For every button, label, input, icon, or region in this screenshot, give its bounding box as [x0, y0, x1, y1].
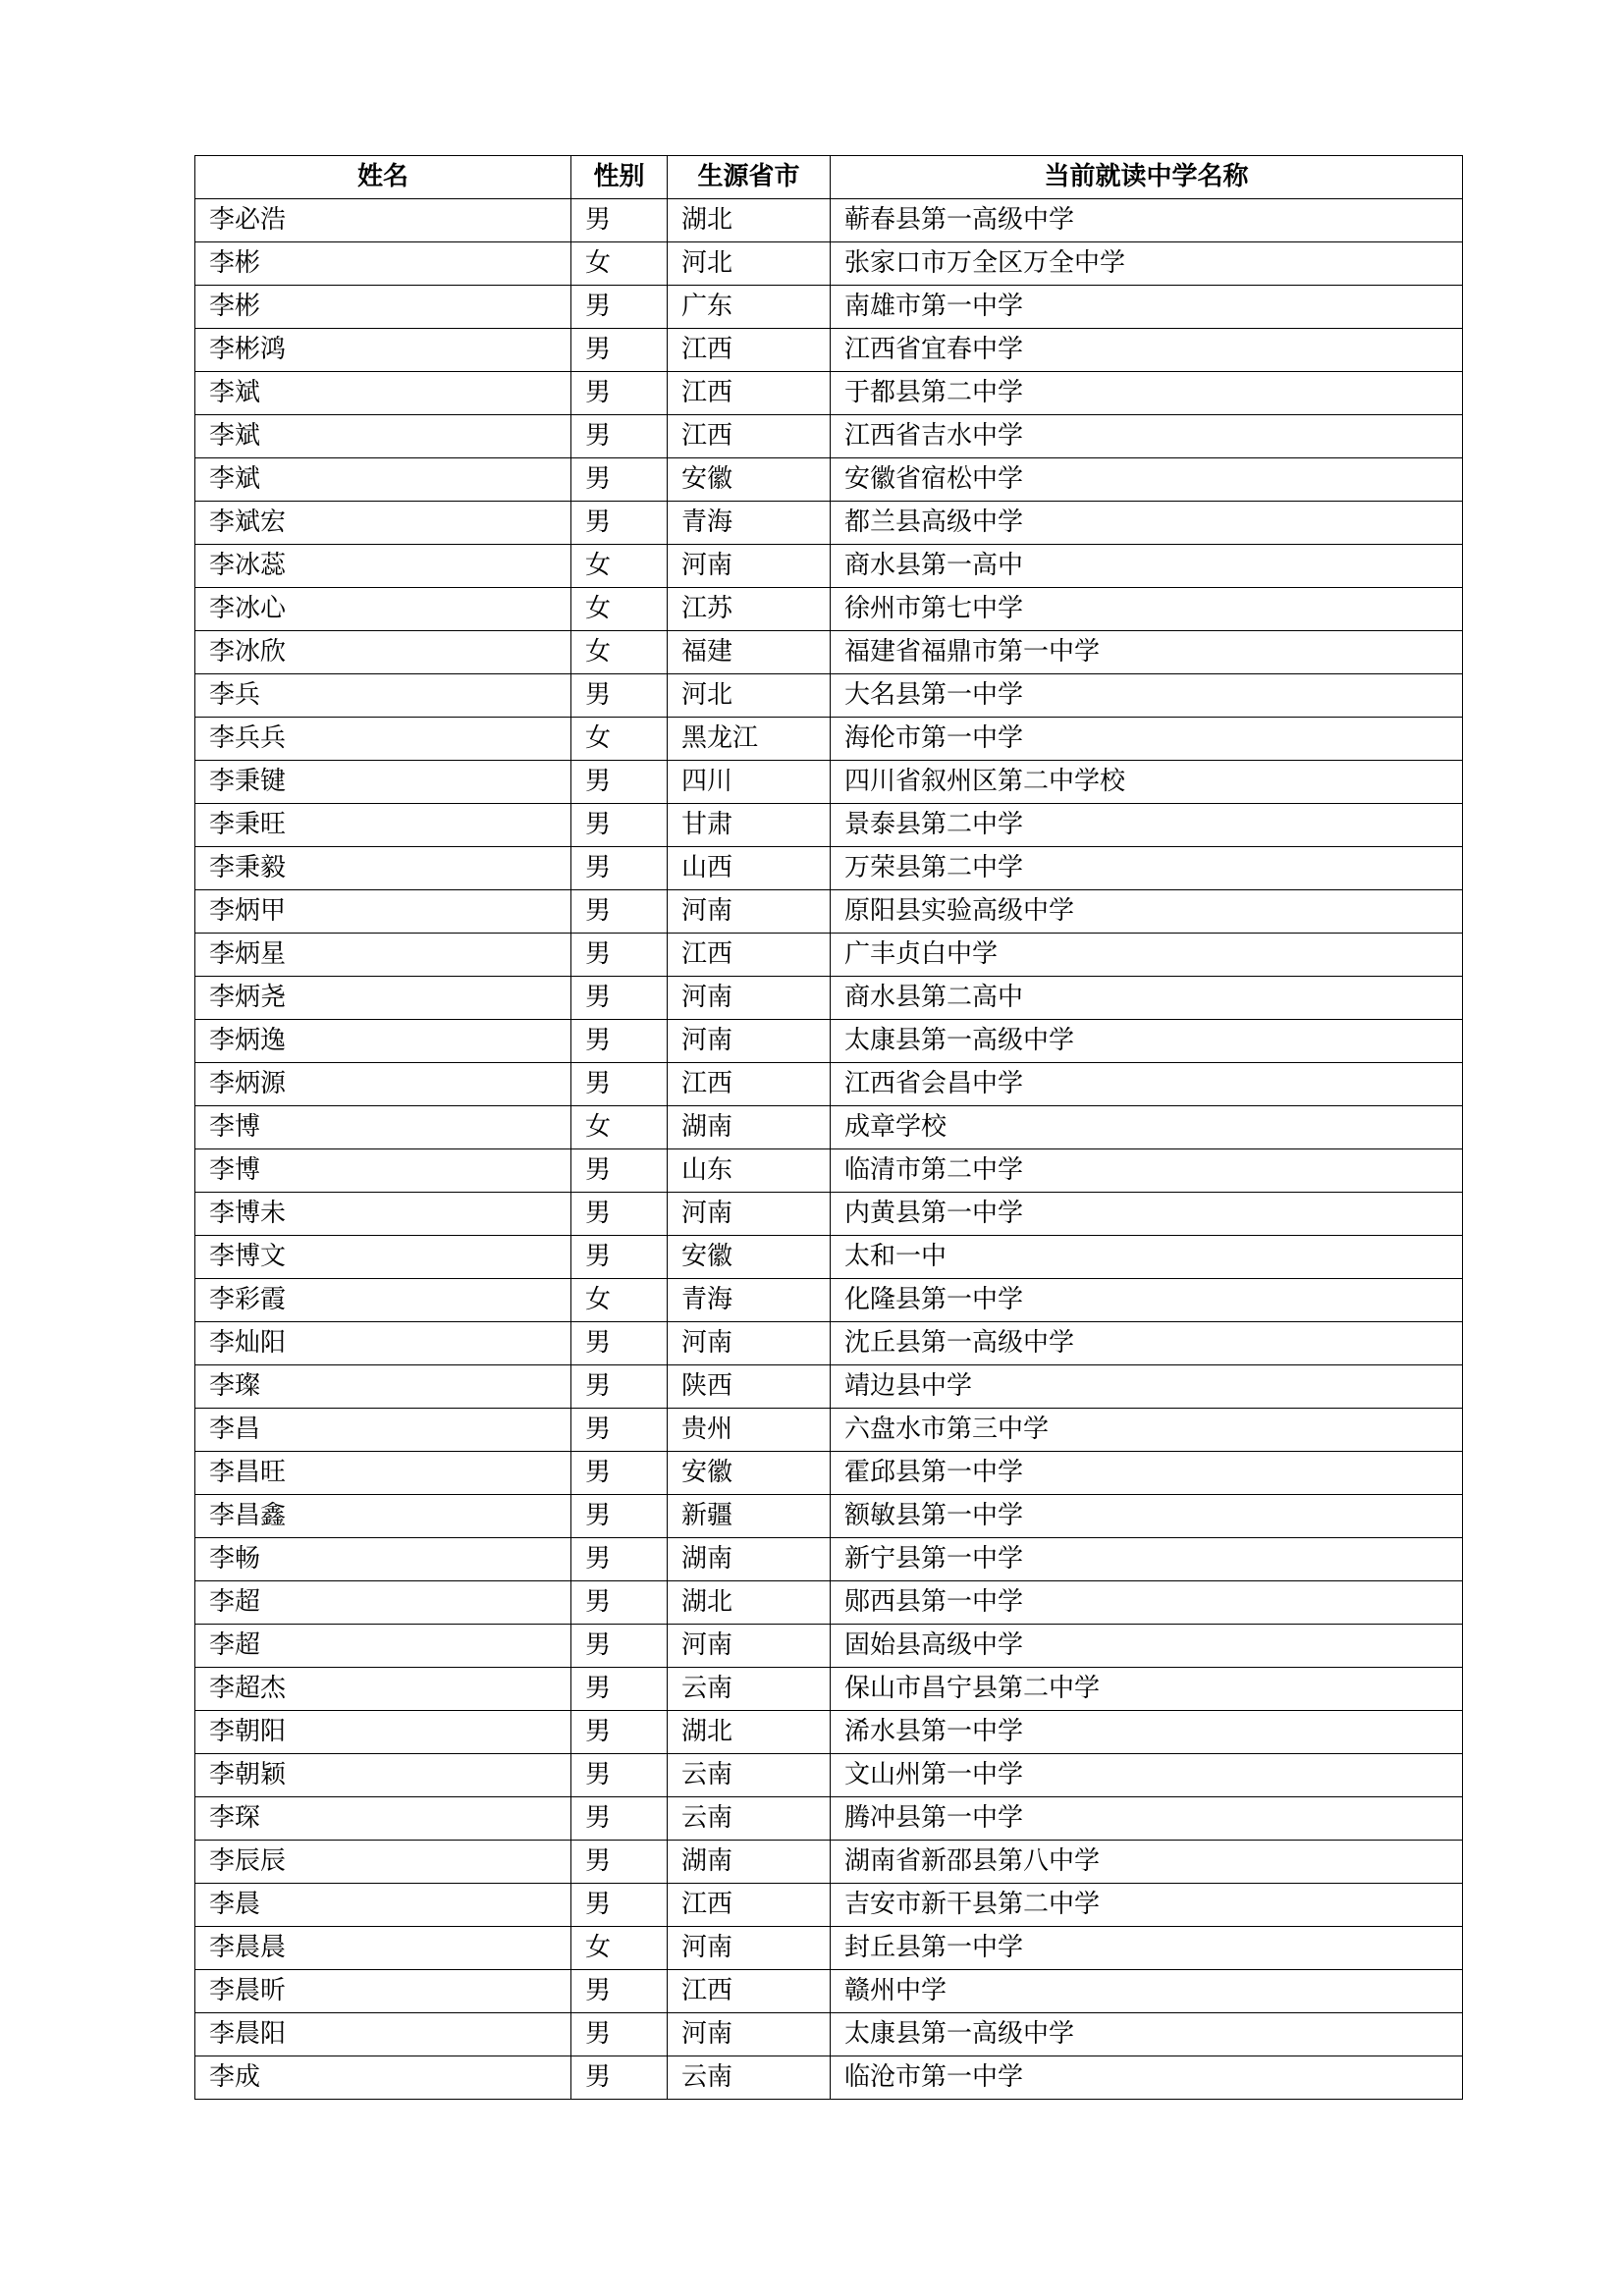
cell-name: 李彬	[195, 242, 571, 286]
cell-name: 李璨	[195, 1365, 571, 1409]
table-row	[195, 1538, 1463, 1581]
cell-name: 李博未	[195, 1193, 571, 1236]
cell-province: 云南	[668, 1797, 831, 1841]
cell-gender: 男	[571, 1841, 668, 1884]
table-row	[195, 718, 1463, 761]
cell-gender: 男	[571, 1452, 668, 1495]
cell-name: 李炳甲	[195, 890, 571, 934]
cell-name: 李斌	[195, 458, 571, 502]
table-row	[195, 847, 1463, 890]
cell-province: 黑龙江	[668, 718, 831, 761]
cell-school: 景泰县第二中学	[831, 804, 1463, 847]
cell-name: 李灿阳	[195, 1322, 571, 1365]
table-row	[195, 1581, 1463, 1625]
table-row	[195, 631, 1463, 674]
table-row	[195, 1365, 1463, 1409]
table-row	[195, 1970, 1463, 2013]
cell-province: 河南	[668, 1020, 831, 1063]
cell-school: 浠水县第一中学	[831, 1711, 1463, 1754]
cell-school: 文山州第一中学	[831, 1754, 1463, 1797]
cell-name: 李博	[195, 1149, 571, 1193]
cell-name: 李超杰	[195, 1668, 571, 1711]
cell-gender: 男	[571, 890, 668, 934]
cell-name: 李彬	[195, 286, 571, 329]
cell-gender: 男	[571, 372, 668, 415]
cell-name: 李昌	[195, 1409, 571, 1452]
cell-name: 李炳源	[195, 1063, 571, 1106]
cell-province: 河南	[668, 1927, 831, 1970]
table-row	[195, 1625, 1463, 1668]
table-row	[195, 588, 1463, 631]
cell-gender: 男	[571, 934, 668, 977]
cell-province: 安徽	[668, 1236, 831, 1279]
cell-gender: 男	[571, 674, 668, 718]
cell-school: 额敏县第一中学	[831, 1495, 1463, 1538]
cell-school: 蕲春县第一高级中学	[831, 199, 1463, 242]
cell-school: 化隆县第一中学	[831, 1279, 1463, 1322]
student-roster-table	[194, 155, 1463, 2100]
cell-province: 湖南	[668, 1106, 831, 1149]
table-row	[195, 1927, 1463, 1970]
cell-province: 安徽	[668, 1452, 831, 1495]
cell-school: 广丰贞白中学	[831, 934, 1463, 977]
cell-school: 赣州中学	[831, 1970, 1463, 2013]
cell-school: 江西省吉水中学	[831, 415, 1463, 458]
cell-school: 太康县第一高级中学	[831, 2013, 1463, 2056]
cell-province: 山东	[668, 1149, 831, 1193]
cell-school: 湖南省新邵县第八中学	[831, 1841, 1463, 1884]
table-row	[195, 545, 1463, 588]
cell-name: 李兵	[195, 674, 571, 718]
cell-name: 李斌	[195, 372, 571, 415]
cell-gender: 男	[571, 1581, 668, 1625]
cell-gender: 男	[571, 2056, 668, 2100]
cell-province: 河南	[668, 545, 831, 588]
cell-province: 河南	[668, 2013, 831, 2056]
cell-gender: 男	[571, 1668, 668, 1711]
cell-province: 甘肃	[668, 804, 831, 847]
cell-province: 福建	[668, 631, 831, 674]
cell-province: 湖北	[668, 1711, 831, 1754]
cell-school: 新宁县第一中学	[831, 1538, 1463, 1581]
table-row	[195, 1841, 1463, 1884]
cell-province: 湖北	[668, 199, 831, 242]
cell-gender: 男	[571, 1884, 668, 1927]
cell-school: 福建省福鼎市第一中学	[831, 631, 1463, 674]
cell-name: 李晨晨	[195, 1927, 571, 1970]
cell-school: 霍邱县第一中学	[831, 1452, 1463, 1495]
cell-name: 李冰蕊	[195, 545, 571, 588]
cell-name: 李博文	[195, 1236, 571, 1279]
cell-gender: 男	[571, 1538, 668, 1581]
cell-name: 李必浩	[195, 199, 571, 242]
cell-gender: 男	[571, 329, 668, 372]
table-row	[195, 286, 1463, 329]
cell-school: 张家口市万全区万全中学	[831, 242, 1463, 286]
cell-gender: 女	[571, 718, 668, 761]
table-row	[195, 372, 1463, 415]
cell-gender: 男	[571, 1409, 668, 1452]
cell-gender: 男	[571, 1149, 668, 1193]
cell-gender: 男	[571, 804, 668, 847]
cell-name: 李秉毅	[195, 847, 571, 890]
cell-school: 于都县第二中学	[831, 372, 1463, 415]
cell-name: 李秉旺	[195, 804, 571, 847]
cell-gender: 男	[571, 1625, 668, 1668]
cell-name: 李朝阳	[195, 1711, 571, 1754]
table-row	[195, 1668, 1463, 1711]
cell-province: 江西	[668, 1884, 831, 1927]
cell-gender: 男	[571, 1970, 668, 2013]
cell-province: 江苏	[668, 588, 831, 631]
cell-province: 河南	[668, 890, 831, 934]
cell-gender: 女	[571, 545, 668, 588]
cell-gender: 女	[571, 1106, 668, 1149]
cell-name: 李辰辰	[195, 1841, 571, 1884]
cell-gender: 男	[571, 1797, 668, 1841]
cell-province: 江西	[668, 329, 831, 372]
cell-name: 李博	[195, 1106, 571, 1149]
cell-school: 靖边县中学	[831, 1365, 1463, 1409]
table-row	[195, 934, 1463, 977]
cell-name: 李冰心	[195, 588, 571, 631]
cell-province: 贵州	[668, 1409, 831, 1452]
cell-school: 固始县高级中学	[831, 1625, 1463, 1668]
cell-province: 江西	[668, 934, 831, 977]
cell-gender: 男	[571, 1495, 668, 1538]
cell-province: 云南	[668, 1668, 831, 1711]
cell-name: 李超	[195, 1625, 571, 1668]
cell-school: 四川省叙州区第二中学校	[831, 761, 1463, 804]
cell-province: 江西	[668, 415, 831, 458]
cell-province: 湖北	[668, 1581, 831, 1625]
cell-gender: 女	[571, 588, 668, 631]
table-row	[195, 199, 1463, 242]
table-row	[195, 1063, 1463, 1106]
cell-gender: 男	[571, 977, 668, 1020]
cell-gender: 男	[571, 286, 668, 329]
cell-name: 李朝颖	[195, 1754, 571, 1797]
cell-school: 临清市第二中学	[831, 1149, 1463, 1193]
cell-gender: 男	[571, 1754, 668, 1797]
cell-school: 太和一中	[831, 1236, 1463, 1279]
table-row	[195, 1797, 1463, 1841]
cell-gender: 男	[571, 1365, 668, 1409]
table-row	[195, 761, 1463, 804]
cell-school: 封丘县第一中学	[831, 1927, 1463, 1970]
cell-name: 李晨昕	[195, 1970, 571, 2013]
cell-name: 李冰欣	[195, 631, 571, 674]
table-row	[195, 804, 1463, 847]
cell-gender: 男	[571, 458, 668, 502]
header-gender: 性别	[571, 156, 668, 199]
cell-gender: 男	[571, 502, 668, 545]
table-row	[195, 242, 1463, 286]
cell-school: 沈丘县第一高级中学	[831, 1322, 1463, 1365]
table-row	[195, 977, 1463, 1020]
table-row	[195, 1711, 1463, 1754]
cell-name: 李昌鑫	[195, 1495, 571, 1538]
cell-gender: 男	[571, 415, 668, 458]
cell-gender: 男	[571, 847, 668, 890]
table-row	[195, 1020, 1463, 1063]
cell-gender: 男	[571, 199, 668, 242]
cell-province: 青海	[668, 502, 831, 545]
cell-school: 吉安市新干县第二中学	[831, 1884, 1463, 1927]
cell-province: 河南	[668, 977, 831, 1020]
header-school: 当前就读中学名称	[831, 156, 1463, 199]
cell-province: 河南	[668, 1193, 831, 1236]
cell-province: 湖南	[668, 1538, 831, 1581]
cell-school: 临沧市第一中学	[831, 2056, 1463, 2100]
cell-school: 商水县第二高中	[831, 977, 1463, 1020]
cell-school: 内黄县第一中学	[831, 1193, 1463, 1236]
cell-province: 湖南	[668, 1841, 831, 1884]
cell-gender: 男	[571, 2013, 668, 2056]
cell-gender: 女	[571, 631, 668, 674]
cell-gender: 女	[571, 1927, 668, 1970]
cell-province: 四川	[668, 761, 831, 804]
cell-school: 保山市昌宁县第二中学	[831, 1668, 1463, 1711]
header-province: 生源省市	[668, 156, 831, 199]
cell-school: 徐州市第七中学	[831, 588, 1463, 631]
table-row	[195, 890, 1463, 934]
cell-school: 商水县第一高中	[831, 545, 1463, 588]
cell-school: 六盘水市第三中学	[831, 1409, 1463, 1452]
cell-gender: 男	[571, 1322, 668, 1365]
cell-province: 江西	[668, 1063, 831, 1106]
cell-province: 河南	[668, 1625, 831, 1668]
cell-school: 江西省宜春中学	[831, 329, 1463, 372]
cell-name: 李秉键	[195, 761, 571, 804]
cell-name: 李琛	[195, 1797, 571, 1841]
table-row	[195, 1149, 1463, 1193]
cell-gender: 男	[571, 1711, 668, 1754]
cell-school: 都兰县高级中学	[831, 502, 1463, 545]
cell-name: 李炳尧	[195, 977, 571, 1020]
table-row	[195, 1106, 1463, 1149]
table-row	[195, 2056, 1463, 2100]
cell-name: 李超	[195, 1581, 571, 1625]
cell-school: 郧西县第一中学	[831, 1581, 1463, 1625]
table-row	[195, 1884, 1463, 1927]
cell-name: 李畅	[195, 1538, 571, 1581]
cell-gender: 男	[571, 1236, 668, 1279]
cell-name: 李炳星	[195, 934, 571, 977]
cell-gender: 男	[571, 1063, 668, 1106]
cell-school: 成章学校	[831, 1106, 1463, 1149]
cell-name: 李炳逸	[195, 1020, 571, 1063]
cell-name: 李兵兵	[195, 718, 571, 761]
cell-name: 李彩霞	[195, 1279, 571, 1322]
cell-province: 安徽	[668, 458, 831, 502]
table-row	[195, 1279, 1463, 1322]
cell-province: 江西	[668, 372, 831, 415]
cell-school: 安徽省宿松中学	[831, 458, 1463, 502]
cell-school: 万荣县第二中学	[831, 847, 1463, 890]
header-name: 姓名	[195, 156, 571, 199]
cell-school: 大名县第一中学	[831, 674, 1463, 718]
cell-school: 腾冲县第一中学	[831, 1797, 1463, 1841]
cell-province: 山西	[668, 847, 831, 890]
table-row	[195, 2013, 1463, 2056]
cell-school: 太康县第一高级中学	[831, 1020, 1463, 1063]
cell-name: 李彬鸿	[195, 329, 571, 372]
cell-gender: 男	[571, 1193, 668, 1236]
table-row	[195, 1754, 1463, 1797]
cell-school: 原阳县实验高级中学	[831, 890, 1463, 934]
cell-province: 河北	[668, 674, 831, 718]
cell-name: 李斌	[195, 415, 571, 458]
cell-province: 河北	[668, 242, 831, 286]
table-header-row	[195, 156, 1463, 199]
table-row	[195, 1495, 1463, 1538]
table-row	[195, 674, 1463, 718]
table-row	[195, 1322, 1463, 1365]
table-row	[195, 1409, 1463, 1452]
cell-province: 云南	[668, 1754, 831, 1797]
cell-name: 李斌宏	[195, 502, 571, 545]
cell-school: 江西省会昌中学	[831, 1063, 1463, 1106]
table-row	[195, 1193, 1463, 1236]
cell-province: 青海	[668, 1279, 831, 1322]
cell-school: 海伦市第一中学	[831, 718, 1463, 761]
table-row	[195, 1452, 1463, 1495]
cell-province: 河南	[668, 1322, 831, 1365]
cell-gender: 男	[571, 1020, 668, 1063]
cell-gender: 女	[571, 242, 668, 286]
cell-province: 新疆	[668, 1495, 831, 1538]
table-row	[195, 329, 1463, 372]
cell-province: 广东	[668, 286, 831, 329]
cell-school: 南雄市第一中学	[831, 286, 1463, 329]
table-row	[195, 458, 1463, 502]
cell-province: 陕西	[668, 1365, 831, 1409]
cell-name: 李成	[195, 2056, 571, 2100]
table-row	[195, 502, 1463, 545]
cell-name: 李晨	[195, 1884, 571, 1927]
cell-gender: 男	[571, 761, 668, 804]
table-row	[195, 415, 1463, 458]
table-row	[195, 1236, 1463, 1279]
cell-province: 云南	[668, 2056, 831, 2100]
cell-gender: 女	[571, 1279, 668, 1322]
cell-province: 江西	[668, 1970, 831, 2013]
cell-name: 李晨阳	[195, 2013, 571, 2056]
table-body	[195, 199, 1463, 2100]
cell-name: 李昌旺	[195, 1452, 571, 1495]
